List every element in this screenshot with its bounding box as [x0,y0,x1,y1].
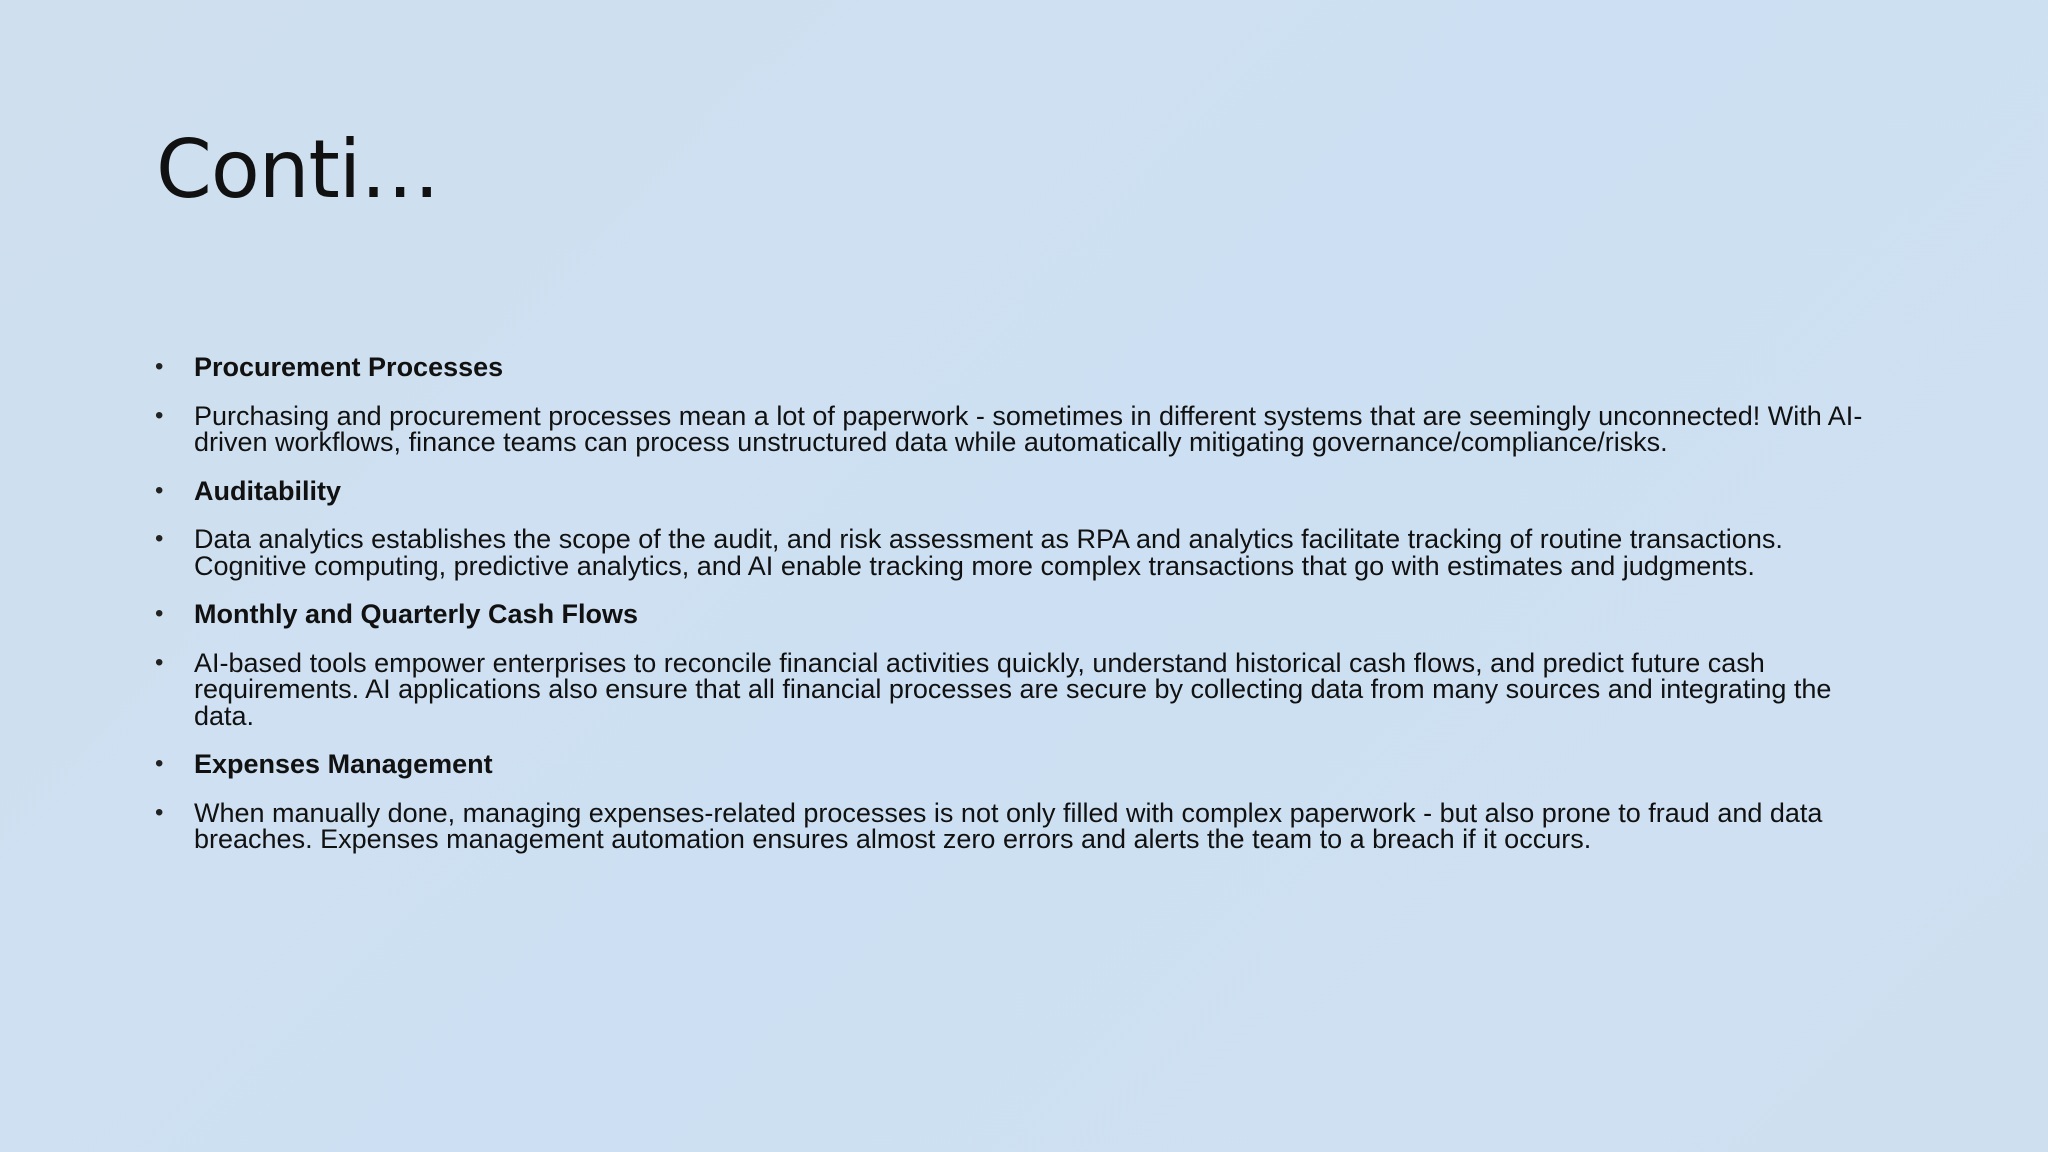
bullet-icon: • [155,750,164,777]
bullet-text: Purchasing and procurement processes mean a lot of paperwork - sometimes in different systems that are seemingly unconnected! With AI-driven workflows, finance teams can process unstructured data while automatically mitigating governance/compliance/risks. [194,400,1863,457]
bullet-item-cash-flows [155,601,1895,628]
bullet-list [155,354,1895,875]
bullet-icon: • [155,798,164,826]
bullet-text: When manually done, managing expenses-related processes is not only filled with complex paperwork - but also prone to fraud and data breaches. Expenses management automation ensures almost zero errors and alerts the team to a breach if it occurs. [194,797,1823,854]
bullet-text: Auditability [194,475,341,506]
slide-title: Conti… [156,123,440,216]
bullet-item-auditability [155,475,1895,506]
bullet-icon: • [155,401,164,429]
bullet-icon: • [155,648,164,676]
bullet-icon: • [155,525,164,552]
bullet-text: Expenses Management [194,749,493,779]
bullet-icon: • [155,476,164,504]
bullet-text: Monthly and Quarterly Cash Flows [194,599,639,629]
bullet-item-auditability-description [155,526,1895,579]
bullet-text: Data analytics establishes the scope of the audit, and risk assessment as RPA and analytics facilitate tracking of routine transactions. Cognitive computing, predictive analytics, and AI enable tracking more complex transactions that go with estimates and judgments. [194,524,1783,581]
bullet-item-procurement-processes [155,354,1895,381]
bullet-text: AI-based tools empower enterprises to reconcile financial activities quickly, understand historical cash flows, and predict future cash requirements. AI applications also ensure that all financial processes are secure by collecting data from many sources and integrating the data. [194,647,1832,731]
bullet-item-expenses-description [155,797,1895,854]
bullet-item-expenses-management [155,751,1895,778]
bullet-icon: • [155,353,164,380]
bullet-item-cash-flows-description [155,647,1895,731]
bullet-icon: • [155,600,164,627]
bullet-text: Procurement Processes [194,352,504,382]
bullet-item-procurement-description [155,400,1895,457]
